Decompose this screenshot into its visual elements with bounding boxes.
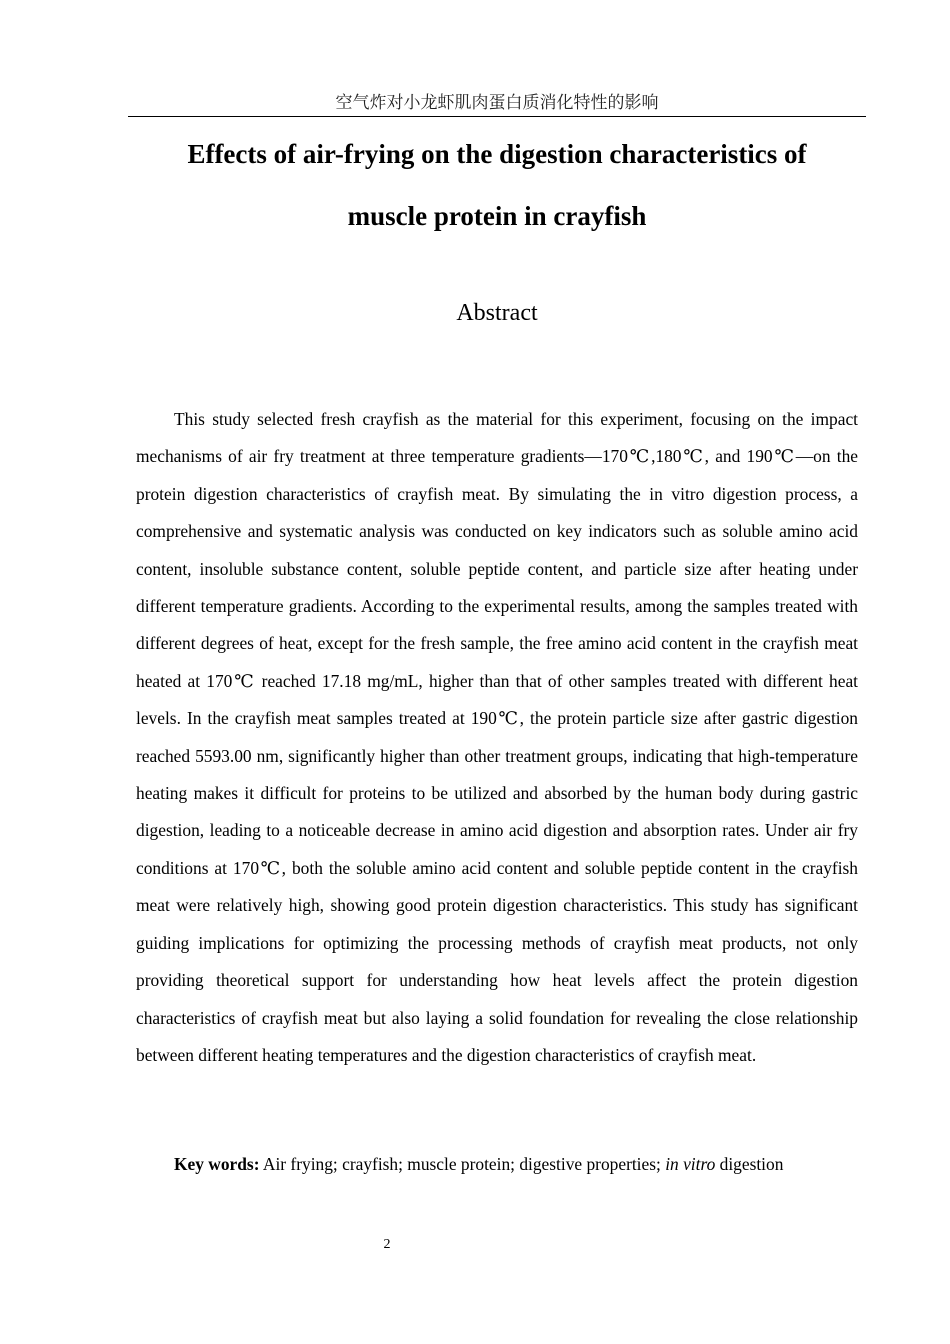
keywords-tail: digestion — [719, 1154, 784, 1174]
keywords-label: Key words: — [174, 1154, 260, 1174]
running-header: 空气炸对小龙虾肌肉蛋白质消化特性的影响 — [128, 92, 866, 117]
keywords-text: Air frying; crayfish; muscle protein; digestive properties; — [262, 1154, 661, 1174]
keywords-italic: in vitro — [665, 1154, 716, 1174]
paper-title-line-2: muscle protein in crayfish — [347, 201, 647, 231]
abstract-body: This study selected fresh crayfish as the material for this experiment, focusing on the impact mechanisms of air fry treatment at three temperature gradients—170℃,180℃, and 190℃—on the protein digestion characteristics of crayfish meat. By simulating the in vitro digestion process, a comprehensive and systematic analysis was conducted on key indicators such as soluble amino acid content, insoluble substance content, soluble peptide content, and particle size after heating under different temperature gradients. According to the experimental results, among the samples treated with different degrees of heat, except for the fresh sample, the free amino acid content in the crayfish meat heated at 170℃ reached 17.18 mg/mL, higher than that of other samples treated with different heat levels. In the crayfish meat samples treated at 190℃, the protein particle size after gastric digestion reached 5593.00 nm, significantly higher than other treatment groups, indicating that high-temperature heating makes it difficult for proteins to be utilized and absorbed by the human body during gastric digestion, leading to a noticeable decrease in amino acid digestion and absorption rates. Under air fry conditions at 170℃, both the soluble amino acid content and soluble peptide content in the crayfish meat were relatively high, showing good protein digestion characteristics. This study has significant guiding implications for optimizing the processing methods of crayfish meat products, not only providing theoretical support for understanding how heat levels affect the protein digestion characteristics of crayfish meat but also laying a solid foundation for revealing the close relationship between different heating temperatures and the digestion characteristics of crayfish meat. — [136, 409, 858, 1065]
abstract-heading: Abstract — [456, 300, 538, 326]
page-number: 2 — [383, 1237, 391, 1252]
keywords-line — [174, 1147, 874, 1181]
paper-title-line-1: Effects of air-frying on the digestion characteristics of — [187, 139, 807, 169]
